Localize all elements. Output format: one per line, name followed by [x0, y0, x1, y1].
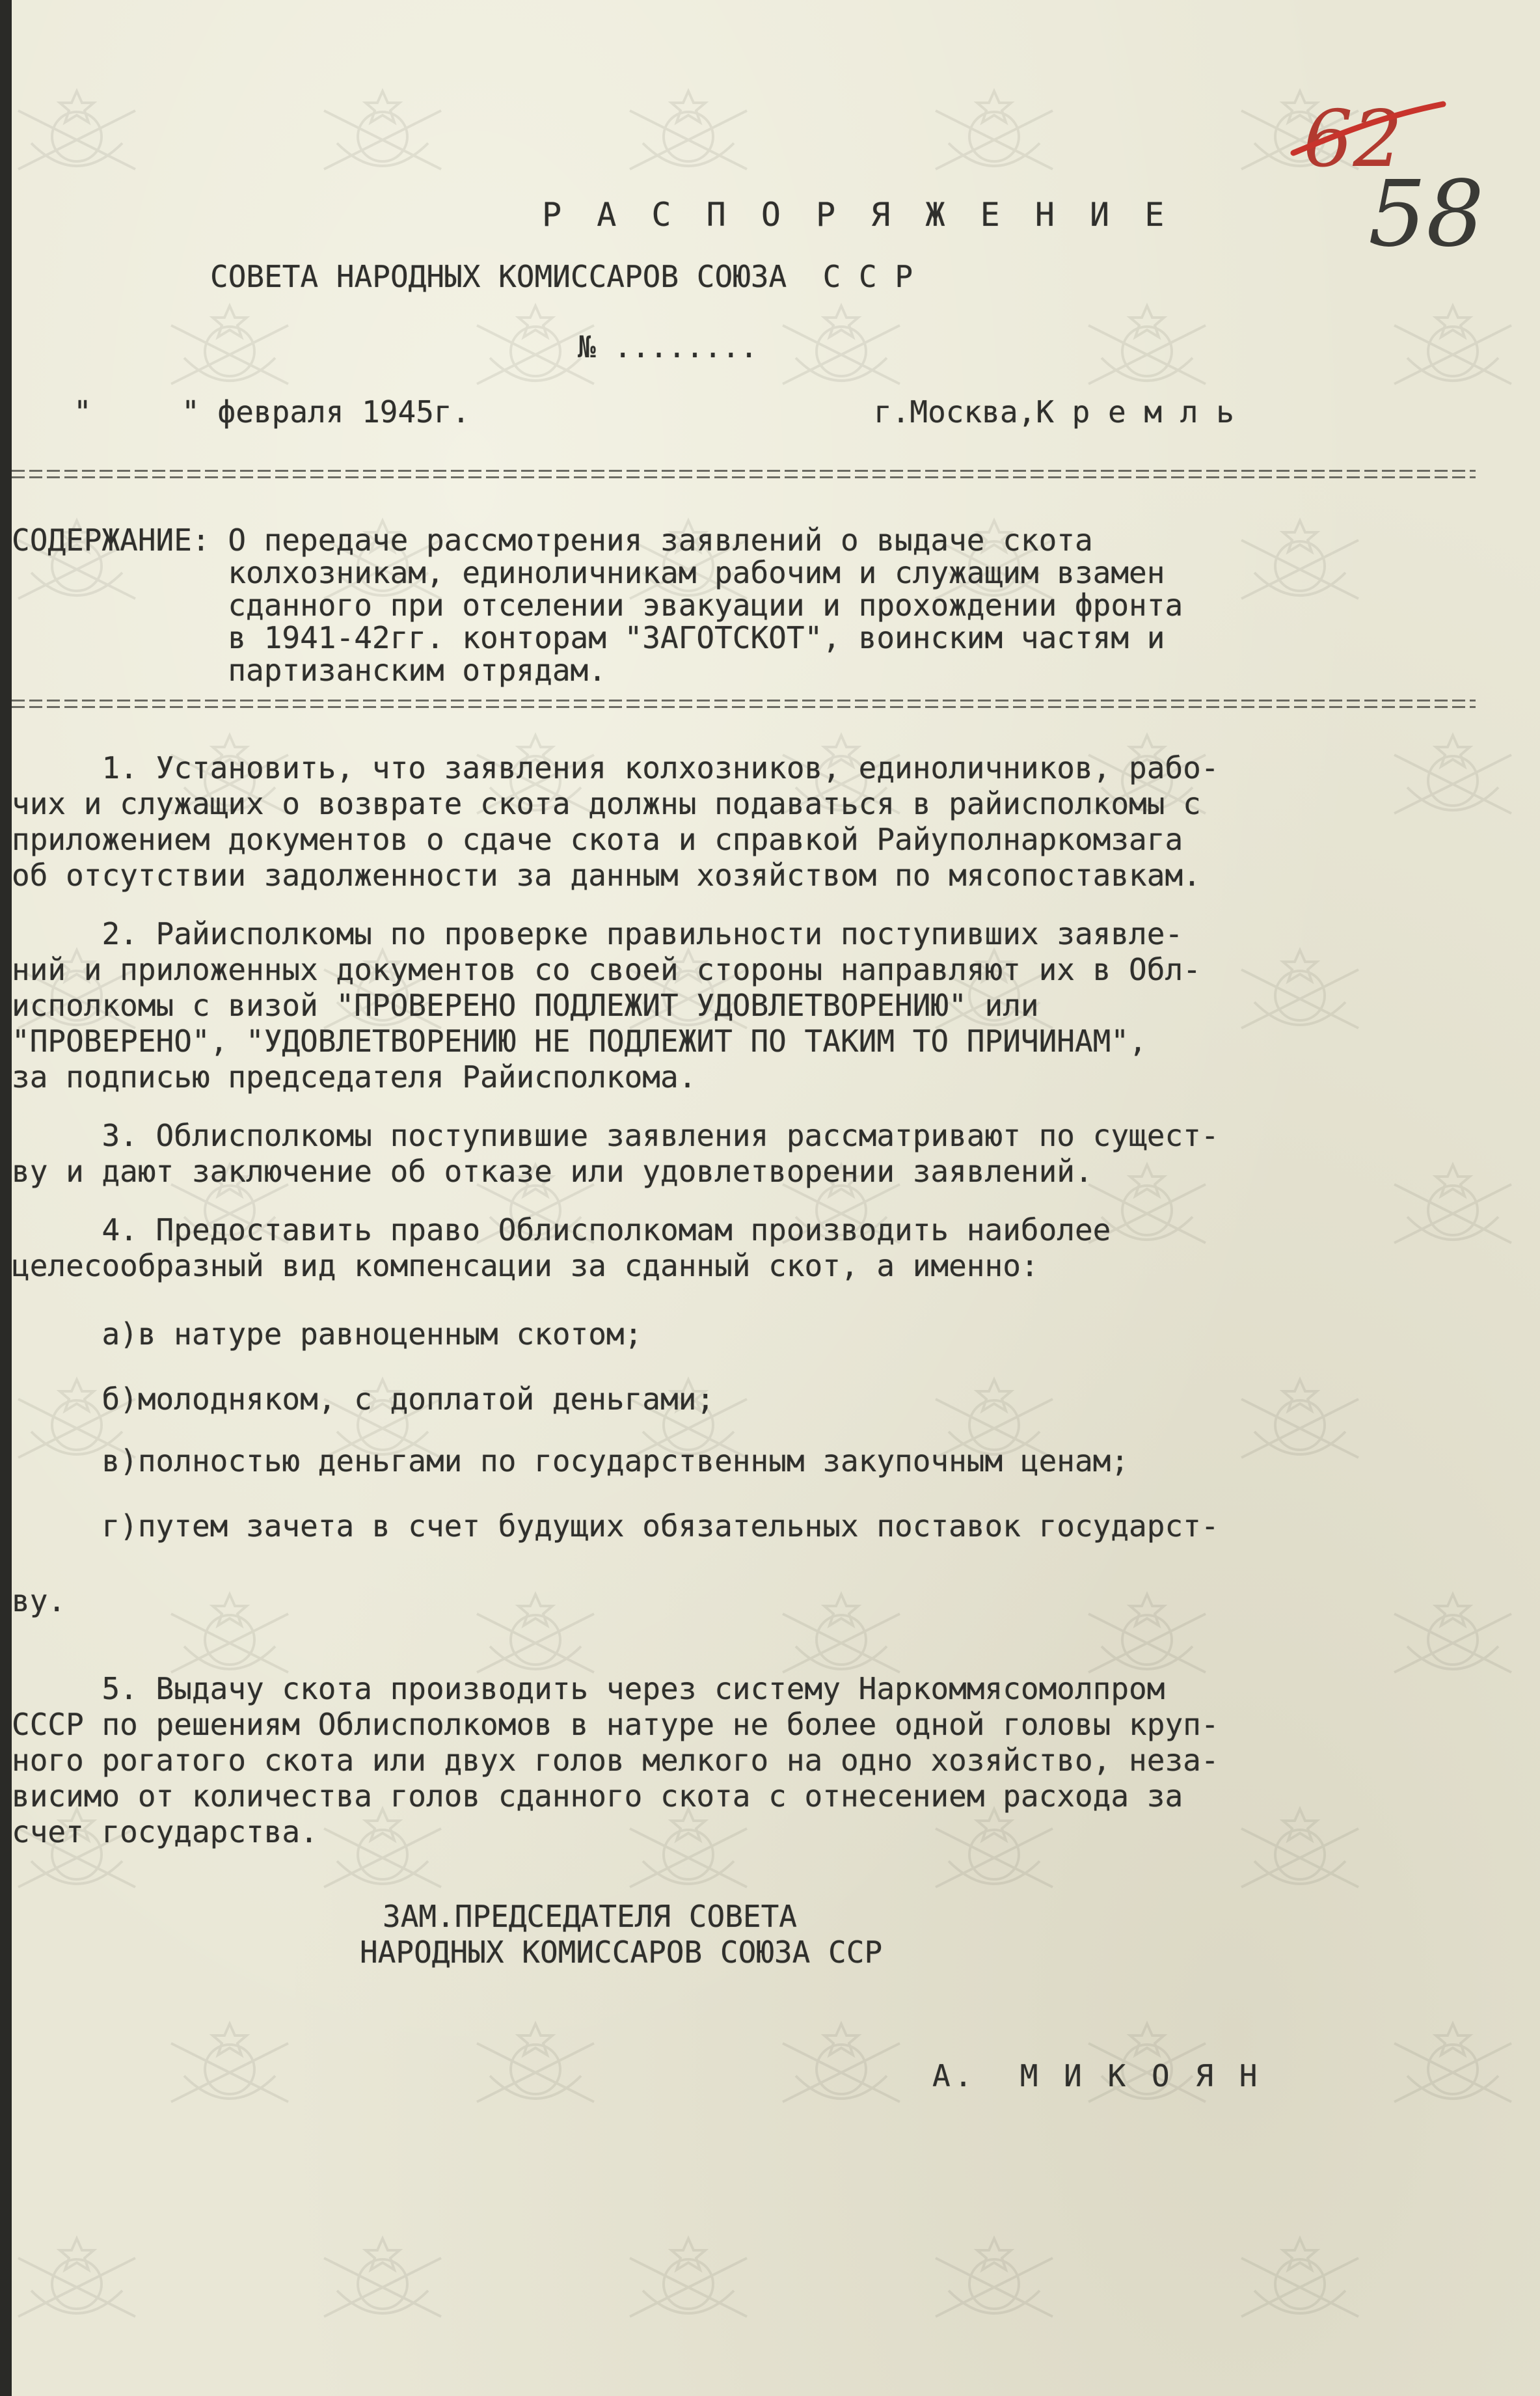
document-title: Р А С П О Р Я Ж Е Н И Е: [542, 196, 1172, 234]
archive-number-old: 62: [1303, 94, 1403, 185]
watermark-emblem: [1241, 950, 1358, 1028]
summary-line: в 1941-42гг. конторам "ЗАГОТСКОТ", воинским частям и: [12, 620, 1165, 655]
text-line: СССР по решениям Облисполкомов в натуре не более одной головы круп-: [12, 1707, 1219, 1742]
watermark-emblem: [477, 306, 594, 384]
list-item: в)полностью деньгами по государственным закупочным ценам;: [12, 1443, 1129, 1478]
separator-top: [12, 470, 1476, 479]
watermark-emblem: [936, 2239, 1053, 2317]
archive-number-new: 58: [1368, 161, 1485, 267]
text-line: 4. Предоставить право Облисполкомам производить наиболее: [12, 1212, 1111, 1247]
text-line: ного рогатого скота или двух голов мелкого на одно хозяйство, неза-: [12, 1743, 1219, 1778]
summary-line: сданного при отселении эвакуации и прохождении фронта: [12, 588, 1183, 623]
list-item: а)в натуре равноценным скотом;: [12, 1316, 643, 1352]
watermark-emblem: [171, 306, 288, 384]
signatory-name: А. М И К О Я Н: [932, 2058, 1262, 2093]
watermark-emblem: [630, 91, 747, 169]
list-item-continuation: ву.: [12, 1583, 66, 1618]
text-line: об отсутствии задолженности за данным хозяйством по мясопоставкам.: [12, 858, 1201, 893]
list-item: г)путем зачета в счет будущих обязательных поставок государст-: [12, 1508, 1219, 1544]
text-line: исполкомы с визой "ПРОВЕРЕНО ПОДЛЕЖИТ УДОВЛЕТВОРЕНИЮ" или: [12, 988, 1039, 1023]
separator-bottom: [12, 700, 1476, 709]
watermark-emblem: [783, 2024, 900, 2102]
text-line: ву и дают заключение об отказе или удовлетворении заявлений.: [12, 1154, 1093, 1189]
text-line: ний и приложенных документов со своей стороны направляют их в Обл-: [12, 952, 1201, 987]
watermark-emblem: [324, 91, 441, 169]
watermark-emblem: [1394, 306, 1511, 384]
watermark-emblem: [477, 2024, 594, 2102]
watermark-emblem: [1394, 1165, 1511, 1243]
summary-line: СОДЕРЖАНИЕ: О передаче рассмотрения заявлений о выдаче скота: [12, 523, 1093, 558]
document-subtitle: СОВЕТА НАРОДНЫХ КОМИССАРОВ СОЮЗА С С Р: [210, 259, 913, 294]
watermark-emblem: [1394, 2024, 1511, 2102]
text-line: 3. Облисполкомы поступившие заявления рассматривают по сущест-: [12, 1118, 1219, 1153]
watermark-emblem: [936, 91, 1053, 169]
watermark-emblem: [630, 2239, 747, 2317]
document-number: № ........: [578, 329, 758, 364]
watermark-emblem: [1394, 735, 1511, 813]
watermark-emblem: [630, 1809, 747, 1887]
signatory-title: НАРОДНЫХ КОМИССАРОВ СОЮЗА ССР: [360, 1935, 883, 1970]
text-line: чих и служащих о возврате скота должны подаваться в райисполкомы с: [12, 786, 1201, 821]
watermark-pattern: [12, 0, 1540, 2396]
text-line: "ПРОВЕРЕНО", "УДОВЛЕТВОРЕНИЮ НЕ ПОДЛЕЖИТ ПО ТАКИМ ТО ПРИЧИНАМ",: [12, 1024, 1147, 1059]
watermark-emblem: [324, 1809, 441, 1887]
watermark-emblem: [324, 2239, 441, 2317]
summary-line: партизанским отрядам.: [12, 653, 606, 688]
watermark-emblem: [1088, 1594, 1206, 1672]
text-line: 5. Выдачу скота производить через систему Наркоммясомолпром: [12, 1671, 1165, 1706]
watermark-emblem: [1241, 1809, 1358, 1887]
watermark-emblem: [477, 1594, 594, 1672]
watermark-emblem: [1394, 1594, 1511, 1672]
document-place: г.Москва,К р е м л ь: [874, 394, 1234, 429]
list-item: б)молодняком, с доплатой деньгами;: [12, 1382, 715, 1417]
text-line: 1. Установить, что заявления колхозников, единоличников, рабо-: [12, 750, 1219, 785]
watermark-emblem: [171, 2024, 288, 2102]
watermark-emblem: [171, 1594, 288, 1672]
text-line: целесообразный вид компенсации за сданный скот, а именно:: [12, 1248, 1039, 1283]
text-line: счет государства.: [12, 1814, 318, 1849]
summary-line: колхозникам, единоличникам рабочим и служащим взамен: [12, 555, 1165, 590]
text-line: висимо от количества голов сданного скота с отнесением расхода за: [12, 1778, 1183, 1814]
watermark-emblem: [1241, 2239, 1358, 2317]
watermark-emblem: [936, 1809, 1053, 1887]
document-date: " " февраля 1945г.: [74, 394, 470, 429]
watermark-emblem: [783, 1594, 900, 1672]
text-line: приложением документов о сдаче скота и справкой Райуполнаркомзага: [12, 822, 1183, 857]
document-page: [12, 0, 1540, 2396]
signatory-title: ЗАМ.ПРЕДСЕДАТЕЛЯ СОВЕТА: [383, 1899, 797, 1934]
watermark-emblem: [18, 91, 135, 169]
watermark-emblem: [1241, 1380, 1358, 1458]
watermark-emblem: [1241, 521, 1358, 599]
watermark-emblem: [18, 2239, 135, 2317]
text-line: 2. Райисполкомы по проверке правильности поступивших заявле-: [12, 916, 1183, 951]
watermark-emblem: [783, 306, 900, 384]
watermark-emblem: [1088, 306, 1206, 384]
text-line: за подписью председателя Райисполкома.: [12, 1059, 697, 1095]
